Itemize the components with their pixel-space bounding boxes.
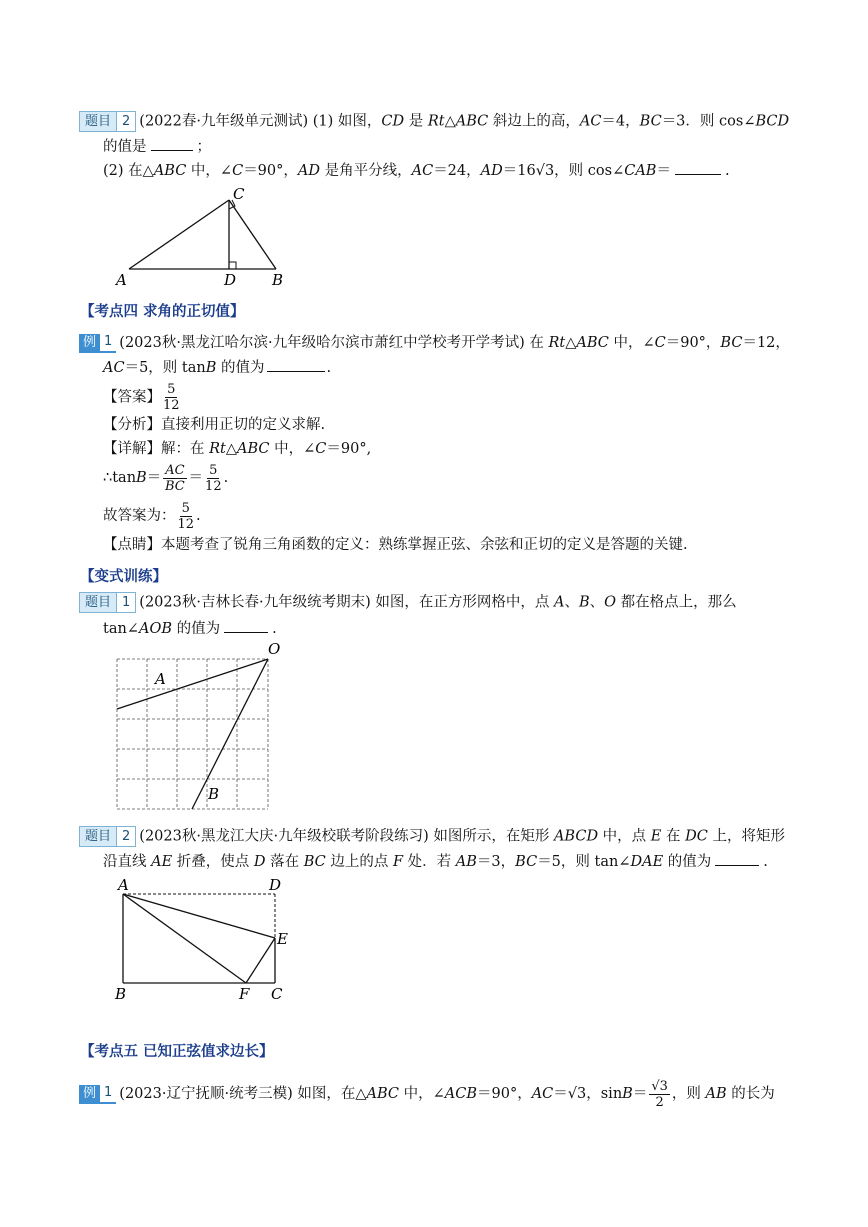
ex5-line1 [79, 1078, 775, 1110]
ex1-text: ＝90°, [326, 441, 372, 457]
label-b: B [272, 271, 284, 289]
answer-blank[interactable] [675, 160, 721, 175]
fraction-num: 5 [181, 500, 190, 516]
v1-text: A [553, 594, 565, 611]
section-title: 【考点四 求角的正切值】 [80, 304, 245, 320]
v2-text: E [650, 828, 662, 845]
fraction-den: BC [165, 478, 185, 494]
v2-text: D [253, 854, 266, 870]
ex5-text: ABC [366, 1086, 399, 1102]
q2-text: C [232, 163, 244, 179]
ex5-text: 中，∠ [399, 1086, 445, 1102]
segment-ac [129, 200, 229, 269]
ex5-text: ＝ [632, 1086, 648, 1102]
ex5-text: ACB [444, 1086, 477, 1102]
fraction-num: 5 [167, 382, 176, 397]
q2-tag [79, 111, 136, 132]
v2-text: BC [303, 854, 326, 870]
sin-fraction [649, 1079, 670, 1110]
answer-blank[interactable] [224, 618, 268, 633]
fraction-num: 5 [209, 462, 218, 478]
ex1-text: Rt△ABC [209, 441, 270, 457]
ex5-text: AB [705, 1086, 727, 1102]
ex1-text: BC [720, 335, 743, 351]
example-tag-label: 例 [79, 1085, 100, 1104]
v1-text: O [604, 594, 616, 611]
segment-fe [246, 938, 275, 983]
fraction-den: 12 [177, 516, 195, 532]
q2-line3 [103, 160, 730, 181]
ex1-text: 的值为 [216, 360, 265, 376]
ex1-text: 中，∠ [608, 335, 655, 351]
v1-text: 、 [589, 594, 605, 611]
fraction-den: 12 [163, 398, 180, 413]
q2-text: CAB [624, 163, 657, 179]
v1-line2 [103, 618, 277, 639]
ex1-text: Rt△ABC [548, 335, 609, 351]
answer-blank[interactable] [267, 357, 325, 372]
v1-tag [79, 592, 136, 613]
label-d: D [224, 271, 237, 289]
v2-tag [79, 826, 136, 847]
fraction-den: 2 [655, 1094, 664, 1110]
q2-text: ； [196, 139, 211, 155]
v2-tag-num: 2 [116, 827, 135, 846]
q2-line1 [79, 111, 789, 132]
q2-text: 是角平分线， [320, 163, 412, 179]
label-d: D [269, 876, 282, 894]
ex1-comment: 【点睛】本题考查了锐角三角函数的定义：熟练掌握正弦、余弦和正切的定义是答题的关键. [103, 537, 688, 553]
v2-text: ＝3， [476, 854, 516, 870]
fraction-den: 12 [205, 478, 222, 494]
segment-oa [117, 659, 268, 709]
ex1-text: ＝ [188, 470, 204, 486]
v2-text: 落在 [265, 854, 304, 870]
q2-text: ＝4， [601, 113, 640, 130]
v1-text: 、 [564, 594, 579, 611]
right-angle-mark [229, 262, 236, 269]
fraction-num: AC [165, 462, 185, 478]
q2-text: ＝ [656, 163, 671, 179]
segment-ae [123, 894, 275, 938]
v2-text: 处．若 [403, 854, 456, 870]
example-tag [79, 334, 116, 353]
ex1-analysis: 【分析】直接利用正切的定义求解. [103, 417, 326, 433]
v2-text: 中，点 [598, 828, 651, 845]
ex1-text: ＝12， [742, 335, 790, 351]
ex1-text: C [315, 441, 327, 457]
ex1-text: . [326, 360, 332, 376]
ex1-text: B [205, 360, 217, 376]
v1-tag-label: 题目 [85, 594, 112, 610]
section-title: 【考点五 已知正弦值求边长】 [80, 1044, 274, 1060]
ex5-text: (2023·辽宁抚顺·统考三模) 如图，在△ [119, 1086, 367, 1102]
label-a: A [116, 271, 127, 289]
label-c: C [271, 985, 283, 1003]
v1-text: 都在格点上，那么 [615, 594, 737, 611]
v2-text: 沿直线 [103, 854, 152, 870]
q2-text: AD [297, 163, 320, 179]
v1-text: AOB [138, 621, 172, 637]
ex1-answer [103, 382, 182, 413]
q2-text: 中，∠ [186, 163, 233, 179]
ex1-text: 故答案为： [103, 508, 176, 524]
q2-text: AD [480, 163, 503, 179]
answer-label: 【答案】 [103, 389, 161, 406]
ex5-text: ＝90°， [477, 1086, 532, 1102]
v2-text: (2023秋·黑龙江大庆·九年级校联考阶段练习) 如图所示，在矩形 [139, 828, 554, 845]
v1-text: B [578, 594, 590, 611]
answer-fraction [163, 382, 180, 413]
ex5-text: 的长为 [726, 1086, 775, 1102]
q2-text: AC [411, 163, 434, 179]
v2-text: BC [515, 854, 538, 870]
q2-text: (2) 在△ [103, 163, 154, 179]
q2-text: ＝90°， [243, 163, 298, 179]
ex5-text: ＝√3，sin [553, 1086, 623, 1102]
v2-text: F [393, 854, 404, 870]
ex1-text: . [196, 508, 201, 524]
v1-text: . [272, 621, 277, 637]
ex1-text: C [654, 335, 666, 351]
v1-text: tan∠ [103, 621, 139, 637]
q2-text: . [724, 163, 730, 179]
q2-text: 斜边上的高， [488, 113, 580, 130]
ex5-text: AC [531, 1086, 554, 1102]
q2-text: Rt△ABC [427, 113, 489, 130]
q2-text: AC [579, 113, 602, 130]
ex1-final [103, 500, 201, 532]
q2-text: BCD [755, 113, 790, 130]
v2-text: 折叠，使点 [172, 854, 254, 870]
v2-line1 [79, 826, 785, 847]
ex1-text: 【详解】解：在 [103, 441, 210, 457]
label-a: A [155, 670, 166, 688]
q2-text: ＝16√3，则 cos∠ [502, 163, 625, 179]
q2-text: (2022春·九年级单元测试) (1) 如图， [139, 113, 382, 130]
ex1-text: AC [103, 360, 125, 376]
v2-text: ＝5，则 tan∠ [537, 854, 631, 870]
q2-text: CD [381, 113, 405, 130]
fraction-num: √3 [651, 1078, 668, 1094]
ex5-text: ，则 [671, 1086, 706, 1102]
v2-text: 在 [661, 828, 686, 845]
label-a: A [118, 876, 129, 894]
v2-text: AE [151, 854, 173, 870]
v1-text: (2023秋·吉林长春·九年级统考期末) 如图，在正方形网格中，点 [139, 594, 554, 611]
label-o: O [268, 640, 281, 658]
segment-bc [229, 200, 276, 269]
v1-text: 的值为 [171, 621, 221, 637]
ex1-line2 [103, 357, 331, 378]
ex1-text: ∴tan [103, 470, 137, 486]
q2-tag-label: 题目 [85, 113, 112, 129]
example-tag-label: 例 [79, 334, 100, 353]
v2-text: . [763, 854, 768, 870]
v2-tag-label: 题目 [85, 828, 112, 844]
label-f: F [239, 985, 250, 1003]
ex1-text: ＝ [146, 470, 162, 486]
q2-text: ABC [153, 163, 187, 179]
grid-figure [110, 640, 295, 815]
v2-line2 [103, 851, 768, 872]
ex1-text: ＝5，则 tan [124, 360, 206, 376]
ex1-line1 [79, 333, 790, 353]
q2-tag-num: 2 [116, 112, 135, 131]
ex1-text: 中，∠ [269, 441, 316, 457]
v1-tag-num: 1 [116, 593, 135, 612]
ex1-text: ＝90°， [665, 335, 721, 351]
segment-ob [192, 659, 268, 809]
label-e: E [277, 930, 288, 948]
variant-title: 【变式训练】 [80, 569, 167, 585]
grid-lines [117, 659, 268, 809]
answer-blank[interactable] [715, 851, 759, 866]
answer-blank[interactable] [151, 136, 193, 151]
v2-text: 的值为 [663, 854, 712, 870]
ex1-detail [103, 439, 371, 459]
q2-text: ＝3．则 cos∠ [661, 113, 756, 130]
q2-text: 是 [404, 113, 428, 130]
q2-text: 的值是 [103, 139, 147, 155]
v2-text: DAE [630, 854, 664, 870]
label-b: B [208, 785, 220, 803]
ex1-text: B [136, 470, 147, 486]
calc-fraction [163, 463, 186, 494]
q2-text: BC [639, 113, 662, 130]
segment-af [123, 894, 246, 983]
example-tag [79, 1085, 116, 1104]
v2-text: ABCD [553, 828, 599, 845]
calc-fraction [205, 463, 222, 494]
ex1-text: . [223, 470, 229, 486]
q2-text: ＝24， [433, 163, 481, 179]
final-fraction [178, 501, 195, 532]
ex1-calc [103, 462, 228, 494]
label-b: B [115, 985, 127, 1003]
rectangle-figure [110, 874, 305, 1004]
label-c: C [233, 185, 245, 203]
example-tag-num: 1 [100, 1085, 116, 1104]
ex5-text: B [622, 1086, 633, 1102]
v2-text: AB [455, 854, 477, 870]
example-tag-num: 1 [100, 334, 116, 353]
ex1-text: (2023秋·黑龙江哈尔滨·九年级哈尔滨市萧红中学校考开学考试) 在 [119, 335, 549, 351]
v2-text: 边上的点 [325, 854, 393, 870]
v1-line1 [79, 592, 737, 613]
triangle-figure [112, 182, 302, 292]
v2-text: DC [685, 828, 708, 845]
q2-line2 [103, 136, 211, 157]
v2-text: 上，将矩形 [707, 828, 785, 845]
